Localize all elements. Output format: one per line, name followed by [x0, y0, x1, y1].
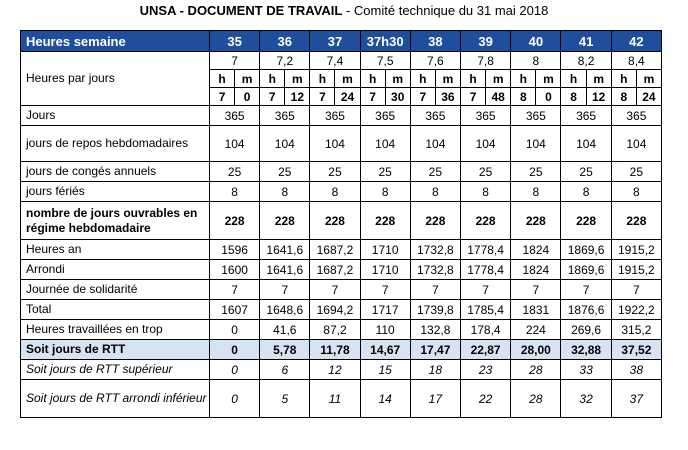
row-value: 1824: [511, 260, 561, 280]
hours-per-day-value: 7,2: [260, 52, 310, 70]
row-value: 6: [260, 360, 310, 380]
m-value: 12: [285, 88, 310, 106]
row-value: 228: [310, 202, 360, 240]
row-value: 1687,2: [310, 240, 360, 260]
row-value: 228: [561, 202, 611, 240]
row-value: 8: [410, 182, 460, 202]
row-value: 1915,2: [611, 240, 661, 260]
table-row: [21, 240, 662, 260]
header-col: 42: [611, 31, 661, 52]
row-label: jours de congés annuels: [21, 162, 210, 182]
row-value: 8: [511, 182, 561, 202]
table-row: [21, 300, 662, 320]
row-value: 1778,4: [460, 260, 510, 280]
row-label: jours fériés: [21, 182, 210, 202]
row-value: 8: [310, 182, 360, 202]
row-value: 365: [460, 106, 510, 126]
row-value: 17,47: [410, 340, 460, 360]
table-row: [21, 106, 662, 126]
row-value: 8: [360, 182, 410, 202]
row-value: 269,6: [561, 320, 611, 340]
hours-per-day-value: 7,6: [410, 52, 460, 70]
row-value: 28,00: [511, 340, 561, 360]
m-value: 0: [536, 88, 561, 106]
row-value: 1785,4: [460, 300, 510, 320]
h-value: 7: [260, 88, 285, 106]
m-value: 0: [235, 88, 260, 106]
row-value: 7: [511, 280, 561, 300]
row-value: 7: [561, 280, 611, 300]
row-value: 32,88: [561, 340, 611, 360]
row-value: 104: [260, 126, 310, 162]
m-label: m: [636, 70, 661, 88]
row-label: nombre de jours ouvrables en régime hebdomadaire: [21, 202, 210, 240]
m-value: 12: [586, 88, 611, 106]
table-row: [21, 280, 662, 300]
row-value: 0: [210, 320, 260, 340]
title-separator: -: [342, 3, 354, 18]
row-value: 1876,6: [561, 300, 611, 320]
row-value: 0: [210, 380, 260, 418]
header-col: 40: [511, 31, 561, 52]
row-value: 365: [210, 106, 260, 126]
row-value: 25: [561, 162, 611, 182]
row-value: 25: [410, 162, 460, 182]
hours-per-day-value: 7,5: [360, 52, 410, 70]
row-value: 1694,2: [310, 300, 360, 320]
header-col: 39: [460, 31, 510, 52]
document-title: [0, 3, 688, 18]
row-value: 22,87: [460, 340, 510, 360]
table-row: [21, 380, 662, 418]
hours-per-day-value: 7,8: [460, 52, 510, 70]
row-value: 11,78: [310, 340, 360, 360]
h-value: 7: [310, 88, 335, 106]
row-value: 7: [210, 280, 260, 300]
row-value: 1641,6: [260, 240, 310, 260]
rtt-table: [20, 30, 662, 418]
row-value: 8: [460, 182, 510, 202]
hours-per-day-row: [21, 52, 662, 70]
table-row: [21, 126, 662, 162]
h-label: h: [210, 70, 235, 88]
row-value: 1831: [511, 300, 561, 320]
hours-per-day-value: 8: [511, 52, 561, 70]
row-label: Jours: [21, 106, 210, 126]
row-value: 25: [210, 162, 260, 182]
table-row: [21, 182, 662, 202]
row-value: 38: [611, 360, 661, 380]
row-value: 33: [561, 360, 611, 380]
hours-per-day-value: 8,2: [561, 52, 611, 70]
row-value: 1732,8: [410, 260, 460, 280]
header-col: 38: [410, 31, 460, 52]
header-col: 36: [260, 31, 310, 52]
row-value: 1778,4: [460, 240, 510, 260]
m-value: 30: [385, 88, 410, 106]
row-value: 8: [561, 182, 611, 202]
row-value: 41,6: [260, 320, 310, 340]
row-value: 28: [511, 380, 561, 418]
row-value: 25: [511, 162, 561, 182]
row-value: 104: [210, 126, 260, 162]
h-value: 8: [611, 88, 636, 106]
h-value: 8: [561, 88, 586, 106]
row-value: 28: [511, 360, 561, 380]
m-label: m: [285, 70, 310, 88]
h-label: h: [360, 70, 385, 88]
row-value: 37: [611, 380, 661, 418]
row-value: 1732,8: [410, 240, 460, 260]
table-row: [21, 260, 662, 280]
row-value: 1600: [210, 260, 260, 280]
row-value: 1710: [360, 260, 410, 280]
m-label: m: [486, 70, 511, 88]
row-value: 1687,2: [310, 260, 360, 280]
row-label: Soit jours de RTT arrondi inférieur: [21, 380, 210, 418]
row-value: 104: [360, 126, 410, 162]
row-value: 1869,6: [561, 240, 611, 260]
header-label: Heures semaine: [21, 31, 210, 52]
header-row: [21, 31, 662, 52]
row-label: Heures travaillées en trop: [21, 320, 210, 340]
header-col: 37h30: [360, 31, 410, 52]
table-row: [21, 340, 662, 360]
h-label: h: [460, 70, 485, 88]
h-label: h: [260, 70, 285, 88]
m-value: 24: [636, 88, 661, 106]
row-value: 365: [561, 106, 611, 126]
row-value: 1596: [210, 240, 260, 260]
row-label: Arrondi: [21, 260, 210, 280]
row-value: 8: [260, 182, 310, 202]
row-value: 104: [310, 126, 360, 162]
h-label: h: [511, 70, 536, 88]
row-value: 15: [360, 360, 410, 380]
row-label: Total: [21, 300, 210, 320]
row-value: 1710: [360, 240, 410, 260]
m-label: m: [385, 70, 410, 88]
row-value: 23: [460, 360, 510, 380]
header-col: 41: [561, 31, 611, 52]
row-value: 228: [460, 202, 510, 240]
row-value: 1922,2: [611, 300, 661, 320]
m-label: m: [235, 70, 260, 88]
row-value: 7: [460, 280, 510, 300]
m-value: 24: [335, 88, 360, 106]
row-value: 5,78: [260, 340, 310, 360]
row-value: 25: [260, 162, 310, 182]
row-value: 1824: [511, 240, 561, 260]
m-label: m: [536, 70, 561, 88]
m-value: 48: [486, 88, 511, 106]
row-value: 228: [611, 202, 661, 240]
hours-per-day-value: 7: [210, 52, 260, 70]
row-value: 14,67: [360, 340, 410, 360]
row-value: 0: [210, 360, 260, 380]
row-value: 1739,8: [410, 300, 460, 320]
row-value: 7: [611, 280, 661, 300]
h-label: h: [410, 70, 435, 88]
row-value: 11: [310, 380, 360, 418]
row-value: 5: [260, 380, 310, 418]
table-row: [21, 320, 662, 340]
h-label: h: [611, 70, 636, 88]
title-main: UNSA - DOCUMENT DE TRAVAIL: [139, 3, 343, 18]
row-value: 32: [561, 380, 611, 418]
row-value: 7: [360, 280, 410, 300]
table-row: [21, 162, 662, 182]
row-label: Journée de solidarité: [21, 280, 210, 300]
row-value: 0: [210, 340, 260, 360]
row-value: 228: [410, 202, 460, 240]
header-col: 35: [210, 31, 260, 52]
m-label: m: [586, 70, 611, 88]
table-row: [21, 360, 662, 380]
h-label: h: [561, 70, 586, 88]
row-value: 104: [611, 126, 661, 162]
row-value: 365: [511, 106, 561, 126]
row-value: 228: [511, 202, 561, 240]
row-label: Heures an: [21, 240, 210, 260]
row-value: 8: [611, 182, 661, 202]
row-value: 365: [611, 106, 661, 126]
row-value: 25: [611, 162, 661, 182]
row-value: 228: [260, 202, 310, 240]
row-value: 37,52: [611, 340, 661, 360]
row-label: Heures par jours: [21, 52, 210, 106]
row-value: 7: [410, 280, 460, 300]
row-value: 224: [511, 320, 561, 340]
h-value: 8: [511, 88, 536, 106]
row-value: 365: [310, 106, 360, 126]
row-value: 132,8: [410, 320, 460, 340]
hours-per-day-value: 7,4: [310, 52, 360, 70]
row-value: 87,2: [310, 320, 360, 340]
row-value: 25: [310, 162, 360, 182]
row-value: 1717: [360, 300, 410, 320]
row-value: 8: [210, 182, 260, 202]
row-value: 104: [561, 126, 611, 162]
row-value: 25: [360, 162, 410, 182]
row-value: 110: [360, 320, 410, 340]
hours-per-day-value: 8,4: [611, 52, 661, 70]
row-value: 1869,6: [561, 260, 611, 280]
row-value: 12: [310, 360, 360, 380]
row-value: 104: [511, 126, 561, 162]
row-value: 7: [260, 280, 310, 300]
m-label: m: [335, 70, 360, 88]
row-label: jours de repos hebdomadaires: [21, 126, 210, 162]
h-label: h: [310, 70, 335, 88]
row-value: 1607: [210, 300, 260, 320]
h-value: 7: [210, 88, 235, 106]
row-value: 1648,6: [260, 300, 310, 320]
m-value: 36: [435, 88, 460, 106]
row-value: 365: [410, 106, 460, 126]
row-label: Soit jours de RTT supérieur: [21, 360, 210, 380]
row-value: 7: [310, 280, 360, 300]
row-value: 365: [360, 106, 410, 126]
row-value: 104: [460, 126, 510, 162]
m-label: m: [435, 70, 460, 88]
header-col: 37: [310, 31, 360, 52]
row-value: 17: [410, 380, 460, 418]
row-value: 104: [410, 126, 460, 162]
row-value: 178,4: [460, 320, 510, 340]
title-subtitle: Comité technique du 31 mai 2018: [353, 3, 549, 18]
row-value: 1915,2: [611, 260, 661, 280]
h-value: 7: [410, 88, 435, 106]
row-value: 365: [260, 106, 310, 126]
table-row: [21, 202, 662, 240]
row-value: 18: [410, 360, 460, 380]
row-value: 1641,6: [260, 260, 310, 280]
row-label: Soit jours de RTT: [21, 340, 210, 360]
h-value: 7: [360, 88, 385, 106]
row-value: 25: [460, 162, 510, 182]
row-value: 22: [460, 380, 510, 418]
row-value: 228: [360, 202, 410, 240]
row-value: 14: [360, 380, 410, 418]
h-value: 7: [460, 88, 485, 106]
row-value: 315,2: [611, 320, 661, 340]
row-value: 228: [210, 202, 260, 240]
